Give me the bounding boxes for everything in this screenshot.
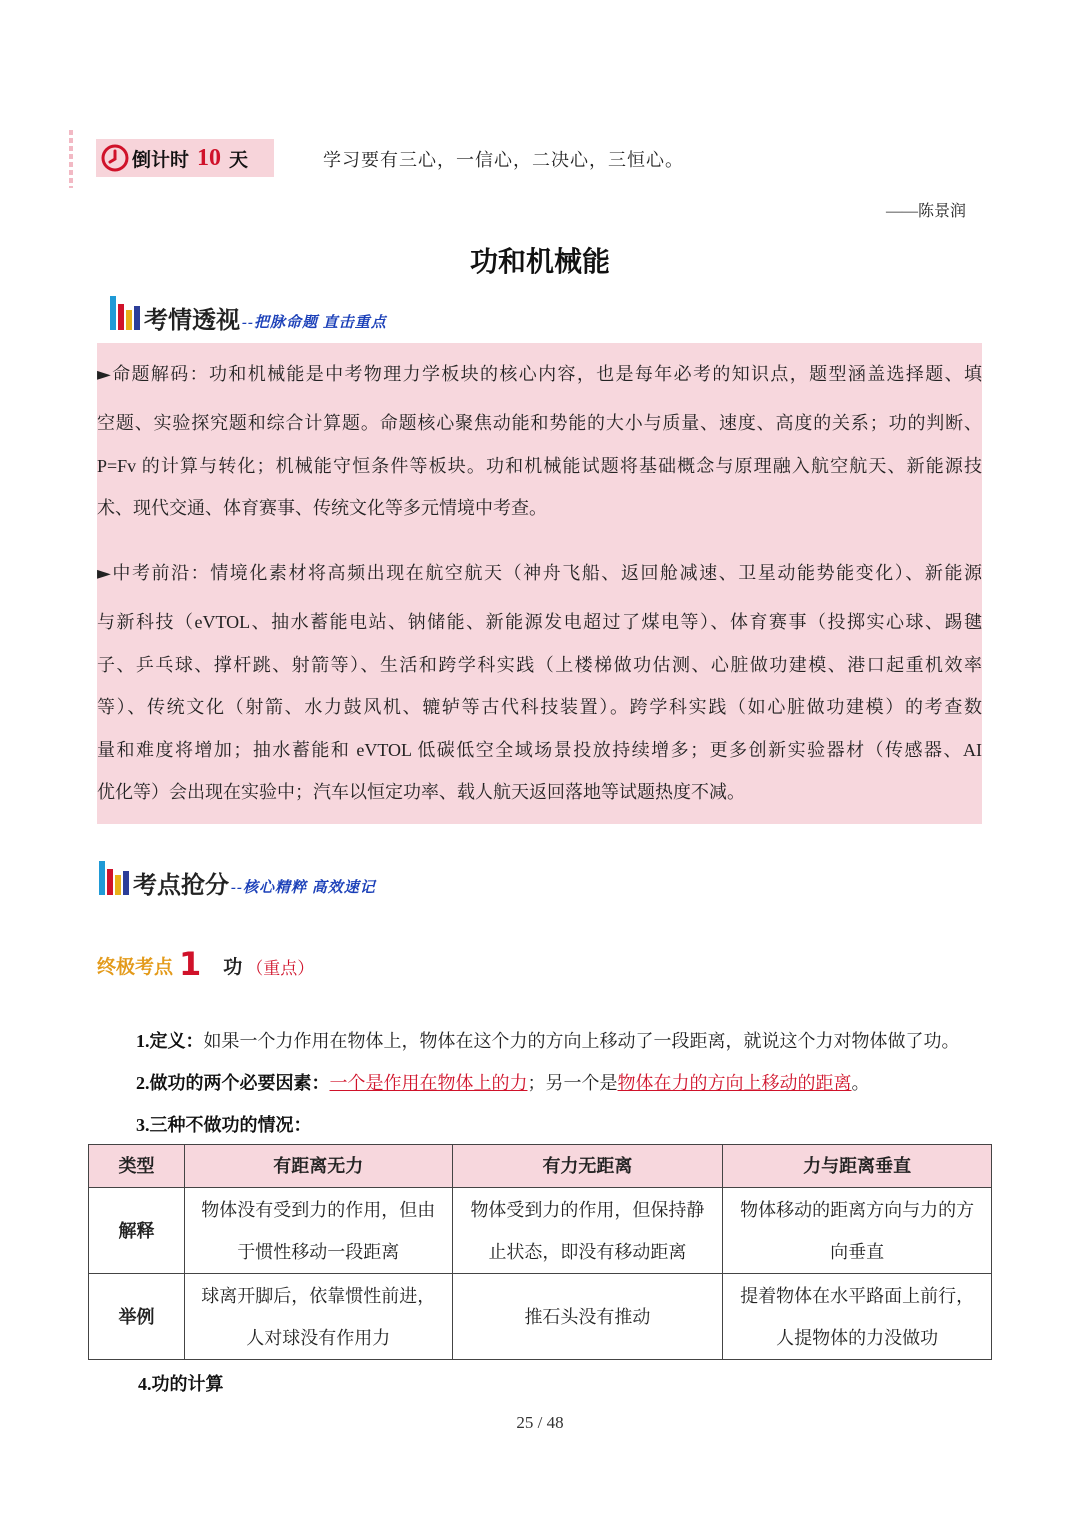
no-work-cases-table xyxy=(88,1144,992,1360)
definition-text: 如果一个力作用在物体上，物体在这个力的方向上移动了一段距离，就说这个力对物体做了功。 xyxy=(203,1031,960,1051)
row-header: 举例 xyxy=(89,1274,185,1360)
paragraph-label: ►命题解码： xyxy=(97,364,209,385)
table-cell: 物体移动的距离方向与力的方 向垂直 xyxy=(723,1188,992,1274)
table-cell: 球离开脚后，依靠惯性前进， 人对球没有作用力 xyxy=(184,1274,452,1360)
paragraph-line: ►中考前沿：情境化素材将高频出现在航空航天（神舟飞船、返回舱减速、卫星动能势能变化）、新能源 xyxy=(97,563,983,584)
row-header: 解释 xyxy=(89,1188,185,1274)
table-cell: 物体没有受到力的作用，但由 于惯性移动一段距离 xyxy=(184,1188,452,1274)
countdown-unit: 天 xyxy=(229,148,249,171)
section-header-exam-analysis xyxy=(108,292,387,332)
quote-author: ——陈景润 xyxy=(886,203,967,220)
books-icon xyxy=(108,292,142,332)
table-row xyxy=(89,1274,992,1360)
paragraph-line: 术、现代交通、体育赛事、传统文化等多元情境中考查。 xyxy=(97,498,547,518)
table-header-cell: 类型 xyxy=(89,1145,185,1188)
paragraph-line: 量和难度将增加；抽水蓄能和 eVTOL 低碳低空全域场景投放持续增多；更多创新实验器材（传感器、AI xyxy=(97,740,982,760)
page-title: 功和机械能 xyxy=(469,245,610,278)
definition-line xyxy=(136,1027,960,1053)
paragraph-line: 与新科技（eVTOL、抽水蓄能电站、钠储能、新能源发电超过了煤电等）、体育赛事（投掷实心球、踢毽 xyxy=(97,612,982,632)
paragraph-line: 等）、传统文化（射箭、水力鼓风机、辘轳等古代科技装置）。跨学科实践（如心脏做功建模）的考查数 xyxy=(97,697,982,717)
exam-info-box xyxy=(97,343,982,824)
point-tag: （重点） xyxy=(246,958,315,978)
countdown-badge xyxy=(96,139,274,177)
paragraph-line: 子、乒乓球、撑杆跳、射箭等）、生活和跨学科实践（上楼梯做功估测、心脏做功建模、港口起重机效率 xyxy=(97,655,982,675)
table-row xyxy=(89,1188,992,1274)
factor-two: 物体在力的方向上移动的距离 xyxy=(617,1073,852,1093)
section-subtitle: --核心精粹 高效速记 xyxy=(231,880,376,896)
table-cell: 物体受到力的作用，但保持静 止状态，即没有移动距离 xyxy=(452,1188,723,1274)
paragraph-line: P=Fv 的计算与转化；机械能守恒条件等板块。功和机械能试题将基础概念与原理融入航空航天、新能源技 xyxy=(97,456,982,476)
definition-label: 1.定义： xyxy=(136,1031,204,1051)
factors-line: 2.做功的两个必要因素：一个是作用在物体上的力；另一个是物体在力的方向上移动的距离。 xyxy=(136,1073,870,1093)
table-header-cell: 有距离无力 xyxy=(184,1145,452,1188)
point-number: 1 xyxy=(179,945,202,983)
decorative-bar xyxy=(69,130,73,188)
section-title: 考情透视 xyxy=(144,306,240,334)
factor-one: 一个是作用在物体上的力 xyxy=(329,1073,528,1093)
table-cell: 推石头没有推动 xyxy=(452,1274,723,1360)
factors-label: 2.做功的两个必要因素： xyxy=(136,1073,330,1093)
point-name: 功 xyxy=(223,955,243,978)
paragraph-line: 优化等）会出现在实验中；汽车以恒定功率、载人航天返回落地等试题热度不减。 xyxy=(97,782,745,802)
paragraph-label: ►中考前沿： xyxy=(97,563,211,584)
calc-title: 4.功的计算 xyxy=(138,1374,224,1394)
section-title: 考点抢分 xyxy=(133,871,229,899)
table-header-row xyxy=(89,1145,992,1188)
table-header-cell: 力与距离垂直 xyxy=(723,1145,992,1188)
point-prefix: 终极考点 xyxy=(97,955,174,978)
table-cell: 提着物体在水平路面上前行， 人提物体的力没做功 xyxy=(723,1274,992,1360)
countdown-number: 10 xyxy=(197,144,222,171)
section-subtitle: --把脉命题 直击重点 xyxy=(242,315,387,331)
quote-text: 学习要有三心，一信心，二决心，三恒心。 xyxy=(323,150,684,170)
page-number: 25 / 48 xyxy=(516,1413,564,1432)
countdown-label: 倒计时 xyxy=(132,148,190,171)
section-header-key-points xyxy=(97,857,376,897)
paragraph-line: 空题、实验探究题和综合计算题。命题核心聚焦动能和势能的大小与质量、速度、高度的关系；功的判断、 xyxy=(97,413,982,433)
books-icon xyxy=(97,857,131,897)
cases-title: 3.三种不做功的情况： xyxy=(136,1115,312,1135)
clock-icon xyxy=(100,143,130,173)
table-header-cell: 有力无距离 xyxy=(452,1145,723,1188)
paragraph-line: ►命题解码：功和机械能是中考物理力学板块的核心内容，也是每年必考的知识点，题型涵盖选择题、填 xyxy=(97,364,982,385)
point-header xyxy=(97,945,315,983)
